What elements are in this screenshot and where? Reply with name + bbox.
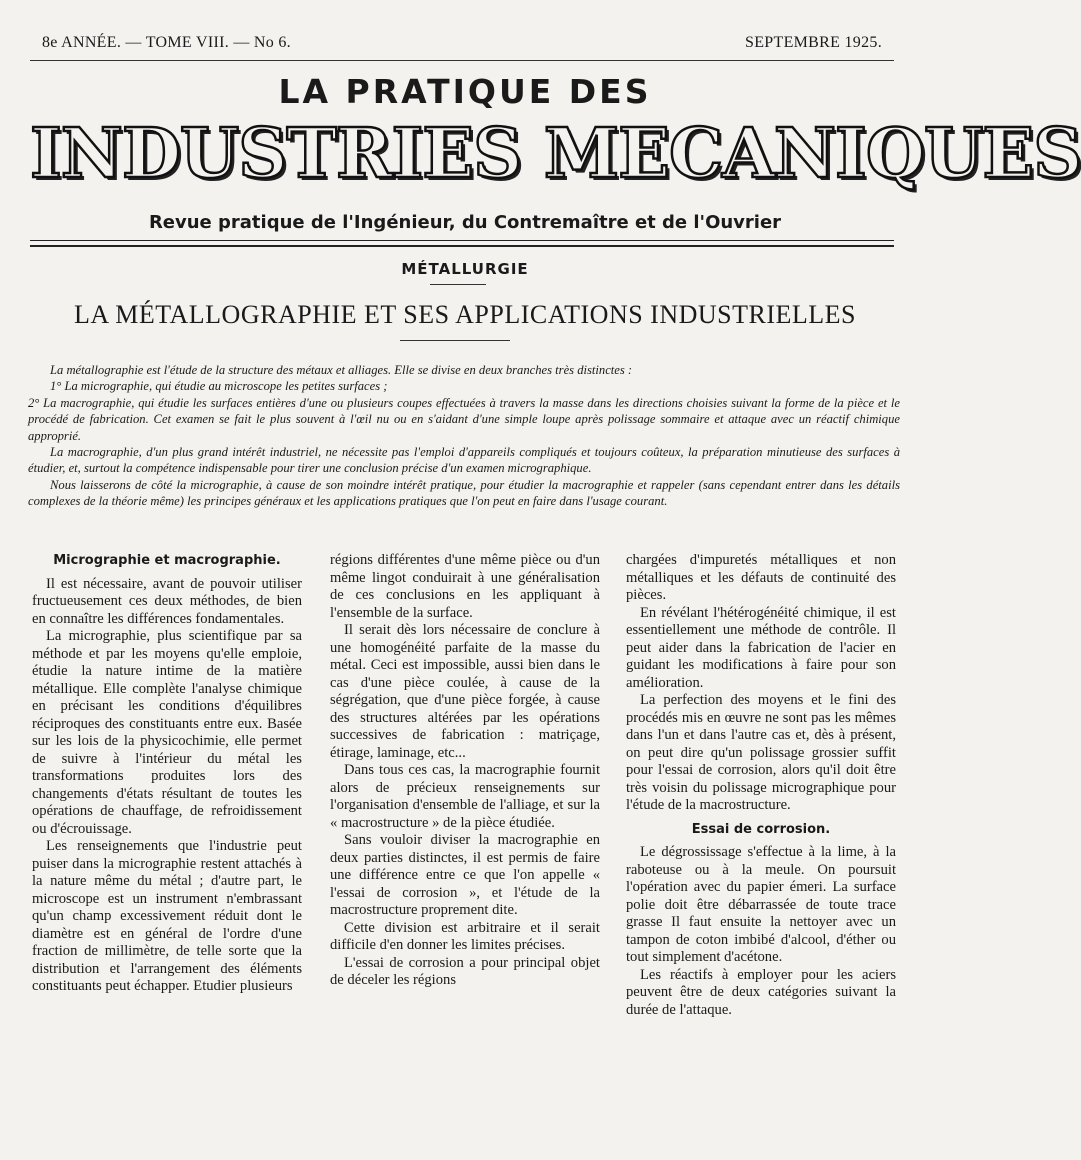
paragraph: Le dégrossissage s'effectue à la lime, à la raboteuse ou à la meule. On poursuit l'opération avec du papier émeri. La surface polie doit être débarrassée de toute trace grasse Il faut ensuite la nettoyer avec un tampon de coton imbibé d'alcool, d'éther ou tout simplement d'acétone.	[626, 844, 896, 965]
article-headline: LA MÉTALLOGRAPHIE ET SES APPLICATIONS INDUSTRIELLES	[73, 300, 856, 329]
paragraph: régions différentes d'une même pièce ou d'un même lingot conduirait à une généralisation de ces conclusions en les appliquant à l'ensemble de la surface.	[330, 552, 600, 621]
paragraph: chargées d'impuretés métalliques et non métalliques et les défauts de continuité des pièces.	[626, 552, 896, 603]
paragraph: La perfection des moyens et le fini des procédés mis en œuvre ne sont pas les mêmes dans l'un et dans l'autre cas et, dès à présent, on peut dire qu'un polissage grossier suffit pour l'essai de corrosion, alors qu'il doit être très voisin du polissage micrographique pour l'étude de la macrostructure.	[626, 692, 896, 813]
masthead-rule	[30, 240, 894, 247]
paragraph: Sans vouloir diviser la macrographie en deux parties distinctes, il est permis de faire une différence entre ce que l'on appelle « l'essai de corrosion », et l'étude de la macrostructure proprement dite.	[330, 832, 600, 918]
intro-paragraph: La métallographie est l'étude de la structure des métaux et alliages. Elle se divise en deux branches très distinctes :	[50, 363, 633, 377]
paragraph: Il est nécessaire, avant de pouvoir utiliser fructueusement ces deux méthodes, de bien en connaître les différences fondamentales.	[32, 575, 302, 627]
masthead-title: INDUSTRIES MECANIQUES	[30, 114, 1081, 194]
issue-info: 8e ANNÉE. — TOME VIII. — No 6.	[42, 34, 291, 51]
paragraph: Les réactifs à employer pour les aciers peuvent être de deux catégories suivant la durée de l'attaque.	[626, 966, 896, 1018]
article-intro	[28, 362, 900, 510]
header-rule	[30, 60, 894, 61]
paragraph: En révélant l'hétérogénéité chimique, il est essentiellement une méthode de contrôle. Il peut aider dans la fabrication de l'acier en guidant les modifications à faire pour son amélioration.	[626, 604, 896, 691]
subheading-corrosion: Essai de corrosion.	[691, 821, 831, 837]
section-rule	[430, 284, 486, 285]
headline-rule	[400, 340, 510, 341]
column-1	[32, 552, 302, 996]
issue-header	[42, 34, 882, 52]
section-title: MÉTALLURGIE	[401, 260, 529, 278]
masthead-subtitle: Revue pratique de l'Ingénieur, du Contremaître et de l'Ouvrier	[148, 212, 782, 233]
masthead-top: LA PRATIQUE DES	[278, 72, 652, 111]
intro-paragraph: La macrographie, d'un plus grand intérêt industriel, ne nécessite pas l'emploi d'appareils compliqués et toujours coûteux, la préparation minutieuse des surfaces à étudier, et, surtout la compétence indispensable pour tirer une conclusion précise d'un examen micrographique.	[28, 445, 900, 476]
issue-date: SEPTEMBRE 1925.	[745, 34, 882, 51]
column-3	[626, 552, 896, 1019]
paragraph: La micrographie, plus scientifique par sa méthode et par les moyens qu'elle emploie, étudie la nature intime de la matière métallique. Elle complète l'analyse chimique en précisant les conditions d'équilibres réciproques des constituants entre eux. Basée sur les lois de la physicochimie, elle permet de suivre à l'intérieur du métal les transformations produites lors des changements d'états résultant de toutes les opérations de chauffage, de refroidissement ou d'écrouissage.	[32, 628, 302, 837]
paragraph: Dans tous ces cas, la macrographie fournit alors de précieux renseignements sur l'organisation d'ensemble de l'alliage, et sur la « macrostructure » de la pièce étudiée.	[330, 762, 600, 831]
paragraph: L'essai de corrosion a pour principal objet de déceler les régions	[330, 954, 600, 988]
paragraph: Il serait dès lors nécessaire de conclure à une homogénéité parfaite de la masse du métal. Ceci est impossible, aussi bien dans le cas d'une pièce coulée, à cause de la ségrégation, que d'une pièce forgée, à cause des structures altérées par les opérations successives de fabrication : matriçage, étirage, laminage, etc...	[330, 622, 600, 761]
subheading-micro-macro: Micrographie et macrographie.	[53, 553, 281, 568]
intro-paragraph: 2° La macrographie, qui étudie les surfaces entières d'une ou plusieurs coupes effectuées à travers la masse dans les directions choisies suivant la forme de la pièce et le procédé de fabrication. Cet examen se fait le plus souvent à l'œil nu ou en s'aidant d'une simple loupe après polissage sommaire et attaque avec un réactif chimique approprié.	[28, 395, 900, 443]
paragraph: Les renseignements que l'industrie peut puiser dans la micrographie restent attachés à la nature même du métal ; d'autre part, le microscope est un instrument n'embrassant qu'un champ excessivement réduit dont le diamètre est en général de l'ordre d'une fraction de millimètre, de telle sorte que la distribution et l'arrangement des éléments constituants peut échapper. Etudier plusieurs	[32, 838, 302, 994]
column-2	[330, 552, 600, 990]
intro-paragraph: 1° La micrographie, qui étudie au microscope les petites surfaces ;	[50, 379, 388, 394]
paragraph: Cette division est arbitraire et il serait difficile d'en donner les limites précises.	[330, 919, 600, 953]
intro-paragraph: Nous laisserons de côté la micrographie, à cause de son moindre intérêt pratique, pour étudier la macrographie et rappeler (sans cependant entrer dans les détails complexes de la théorie même) les principes généraux et les applications pratiques que l'on peut en faire dans l'usage courant.	[28, 477, 900, 509]
